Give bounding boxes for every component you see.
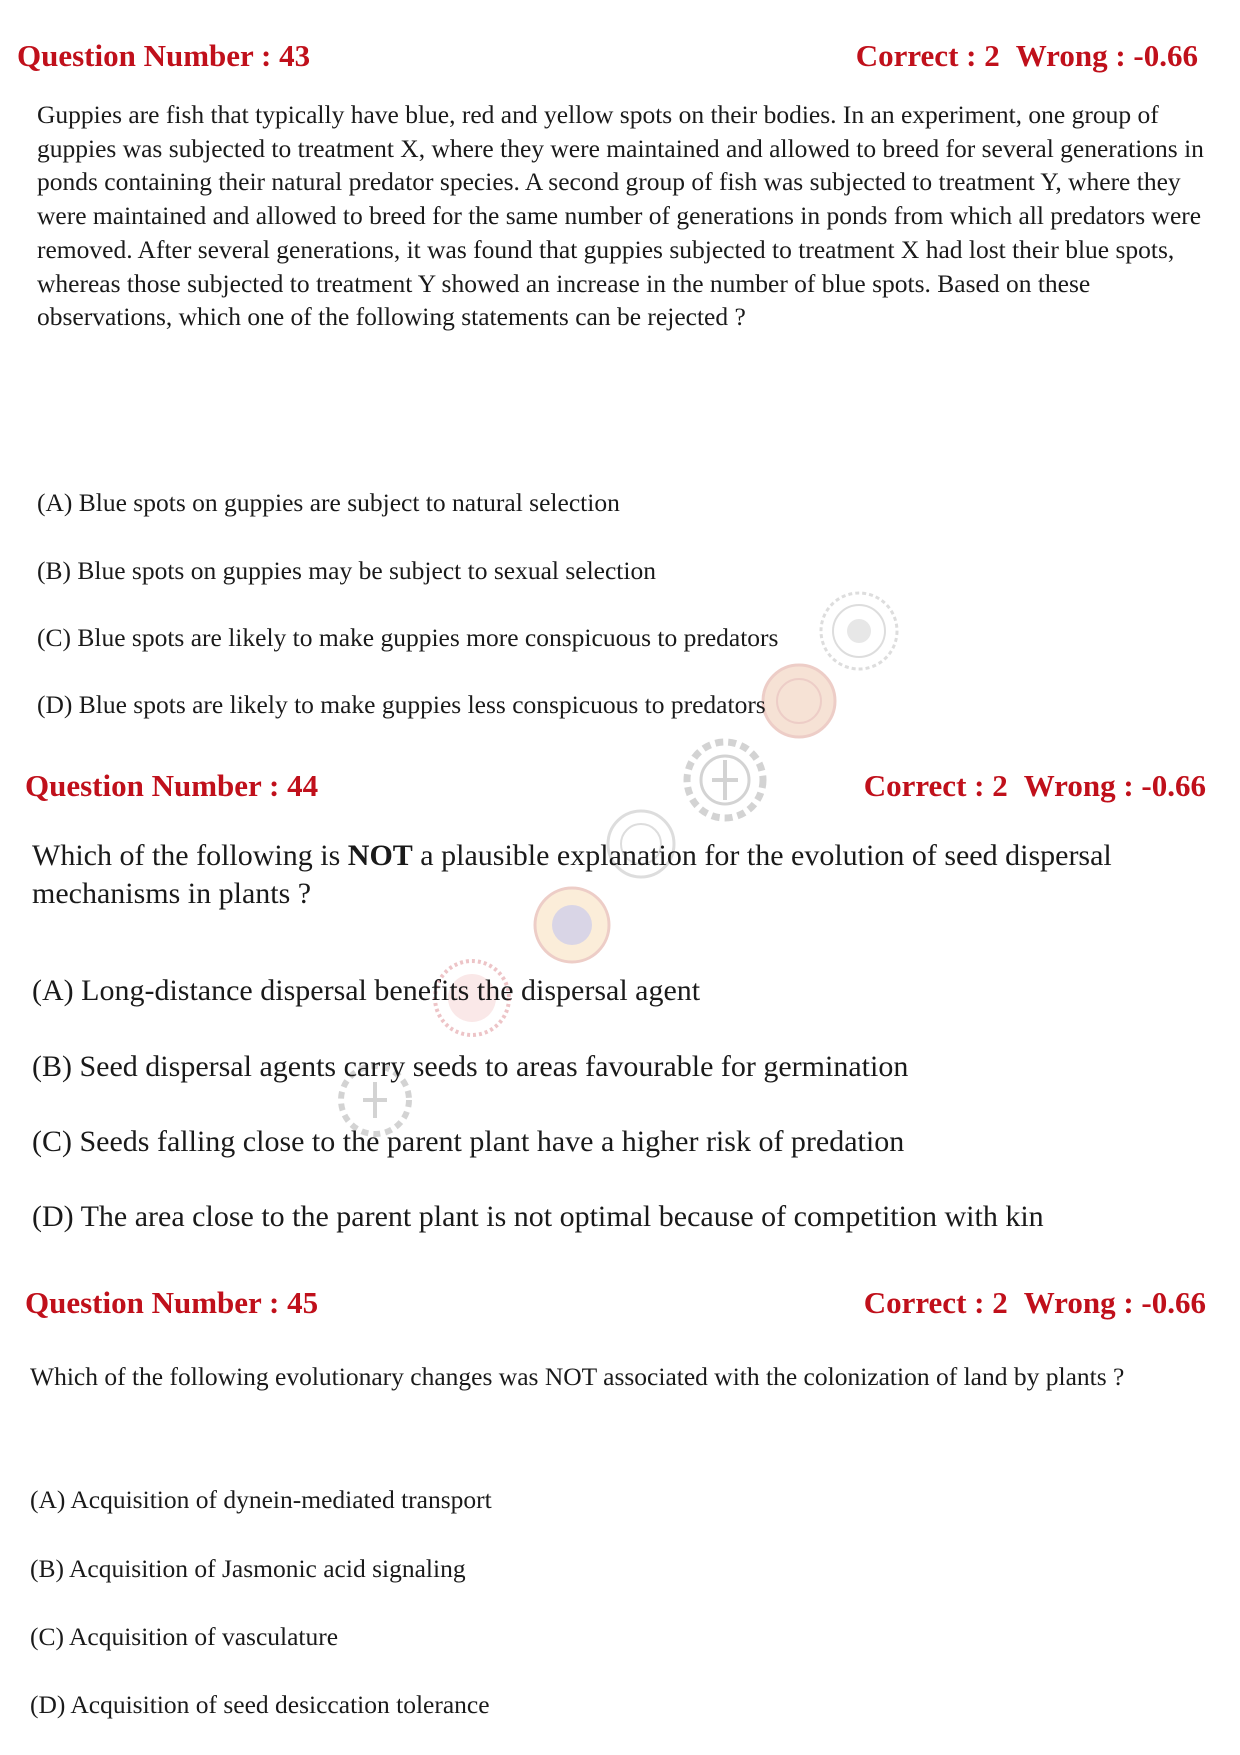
wrong-marks: Wrong : -0.66 <box>1023 768 1206 803</box>
option-b: (B) Blue spots on guppies may be subject to sexual selection <box>37 556 656 585</box>
question-number: Question Number : 43 <box>17 38 311 73</box>
question-header-44 <box>0 768 1240 808</box>
question-number: Question Number : 44 <box>25 768 319 803</box>
option-c: (C) Blue spots are likely to make guppies more conspicuous to predators <box>37 623 779 652</box>
question-number: Question Number : 45 <box>25 1285 319 1320</box>
watermark-seal-icon <box>818 590 900 672</box>
correct-marks: Correct : 2 <box>863 1285 1008 1320</box>
question-text: Which of the following evolutionary changes was NOT associated with the colonization of land by plants ? <box>30 1362 1125 1391</box>
option-b: (B) Seed dispersal agents carry seeds to areas favourable for germination <box>32 1050 909 1083</box>
option-d: (D) Acquisition of seed desiccation tolerance <box>30 1690 490 1719</box>
question-header-45 <box>0 1285 1240 1325</box>
question-text-start: Which of the following is <box>32 839 348 872</box>
question-text-emphasis: NOT <box>347 839 413 872</box>
option-a: (A) Blue spots on guppies are subject to natural selection <box>37 488 620 517</box>
wrong-marks: Wrong : -0.66 <box>1023 1285 1206 1320</box>
option-c: (C) Seeds falling close to the parent plant have a higher risk of predation <box>32 1125 905 1158</box>
score-info <box>864 1285 1206 1321</box>
option-d: (D) The area close to the parent plant is not optimal because of competition with kin <box>32 1200 1044 1233</box>
option-d: (D) Blue spots are likely to make guppies less conspicuous to predators <box>37 690 766 719</box>
correct-marks: Correct : 2 <box>863 768 1008 803</box>
option-c: (C) Acquisition of vasculature <box>30 1622 339 1651</box>
question-text-end: a plausible explanation for the evolution of seed dispersal mechanisms in plants ? <box>32 839 1112 910</box>
score-info <box>856 38 1198 74</box>
correct-marks: Correct : 2 <box>855 38 1000 73</box>
question-header-43 <box>0 38 1240 78</box>
score-info <box>864 768 1206 804</box>
question-text <box>32 837 1227 913</box>
option-b: (B) Acquisition of Jasmonic acid signaling <box>30 1554 466 1583</box>
option-a: (A) Acquisition of dynein-mediated transport <box>30 1485 492 1514</box>
watermark-seal-icon <box>760 662 838 740</box>
wrong-marks: Wrong : -0.66 <box>1015 38 1198 73</box>
question-text: Guppies are fish that typically have blue, red and yellow spots on their bodies. In an experiment, one group of guppies was subjected to treatment X, where they were maintained and allowed to breed for several generations in ponds containing their natural predator species. A second group of fish was subjected to treatment Y, where they were maintained and allowed to breed for the same number of generations in ponds from which all predators were removed. After several generations, it was found that guppies subjected to treatment X had lost their blue spots, whereas those subjected to treatment Y showed an increase in the number of blue spots. Based on these observations, which one of the following statements can be rejected ? <box>37 100 1204 332</box>
option-a: (A) Long-distance dispersal benefits the dispersal agent <box>32 974 701 1007</box>
